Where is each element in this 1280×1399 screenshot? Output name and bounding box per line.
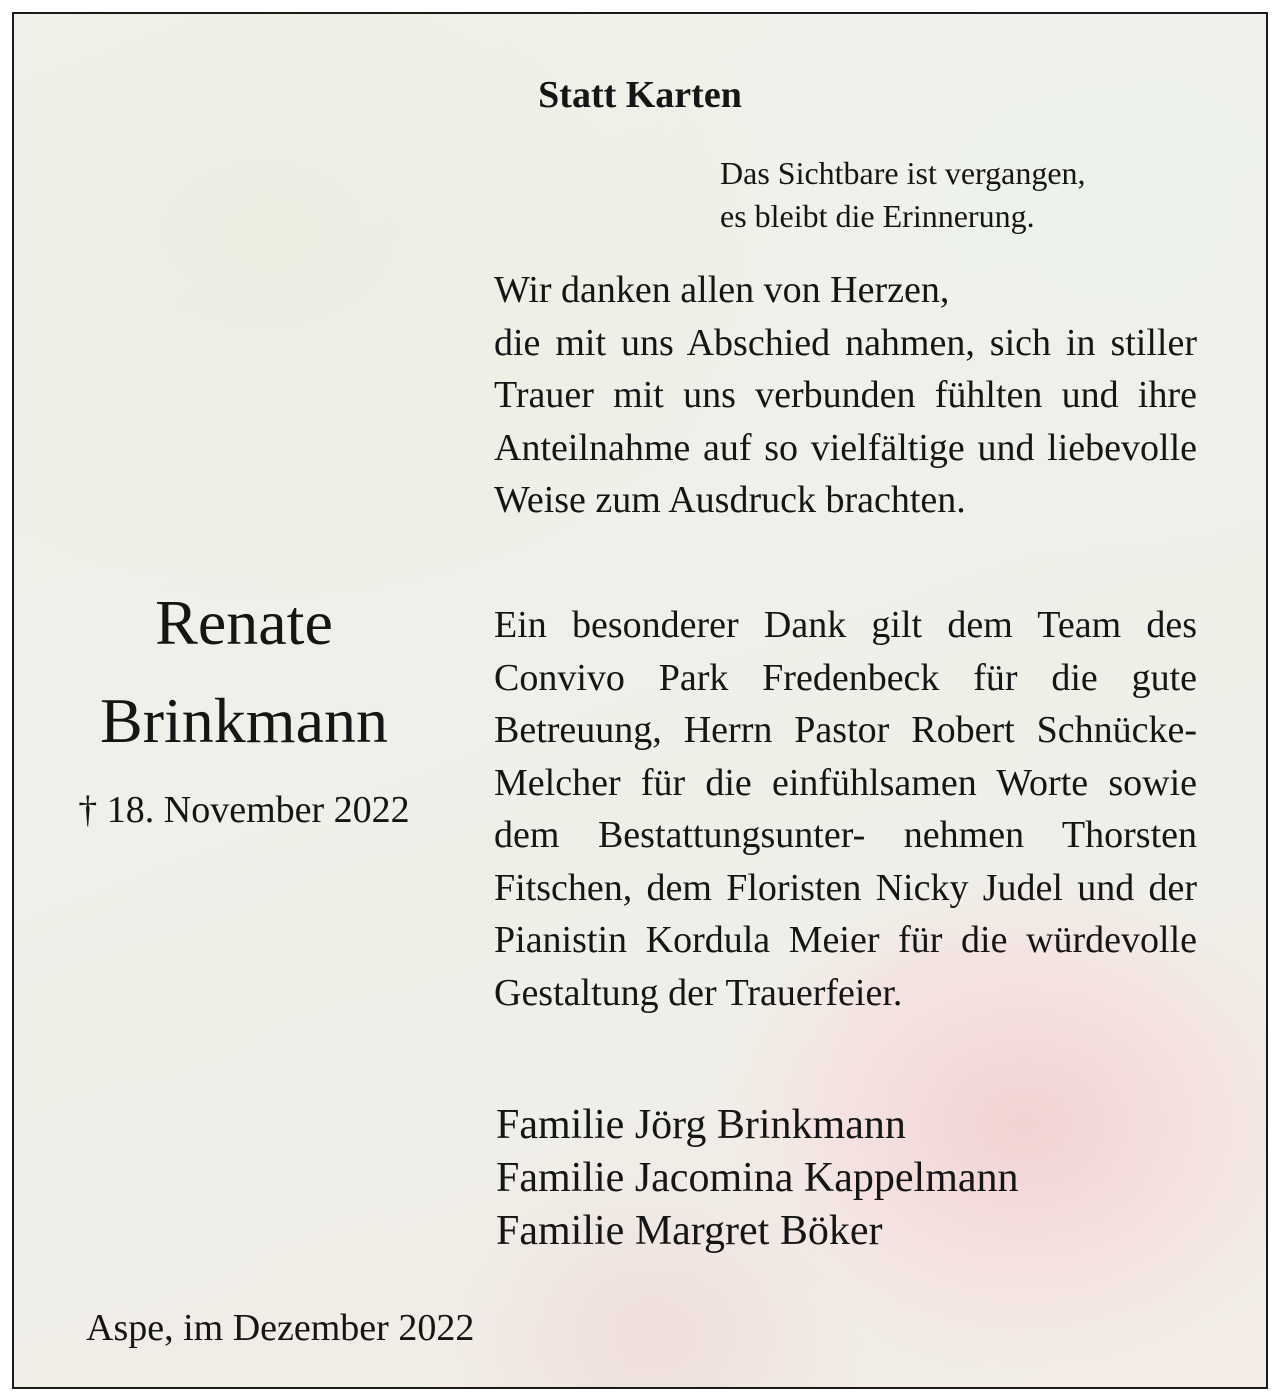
thanks-body: die mit uns Abschied nahmen, sich in stiller Trauer mit uns verbunden fühlten und ihre Anteilnahme auf so vielfältige und liebevolle Weise zum Ausdruck brachten. xyxy=(494,321,1197,521)
special-thanks-paragraph: Ein besonderer Dank gilt dem Team des Convivo Park Fredenbeck für die gute Betreuung, Herrn Pastor Robert Schnücke-Melcher für die einfühlsamen Worte sowie dem Bestattungsunter- nehmen Thorsten Fitschen, dem Floristen Nicky Judel und der Pianistin Kordula Meier für die würdevolle Gestaltung der Trauerfeier. xyxy=(494,604,1197,1014)
thanks-paragraph xyxy=(494,264,1197,527)
family-item: Familie Jörg Brinkmann xyxy=(496,1102,906,1148)
obituary-card xyxy=(12,12,1268,1389)
deceased-first-name: Renate xyxy=(155,587,333,658)
motto-line-1: Das Sichtbare ist vergangen, xyxy=(720,155,1086,191)
thanks-first-line: Wir danken allen von Herzen, xyxy=(494,269,950,311)
death-date: † 18. November 2022 xyxy=(78,789,410,831)
deceased-block xyxy=(24,574,464,834)
place-date: Aspe, im Dezember 2022 xyxy=(86,1307,475,1349)
heading xyxy=(14,74,1266,116)
family-item: Familie Margret Böker xyxy=(496,1208,883,1254)
motto-line-2: es bleibt die Erinnerung. xyxy=(720,198,1035,234)
heading-text: Statt Karten xyxy=(538,74,742,116)
family-item: Familie Jacomina Kappelmann xyxy=(496,1155,1019,1201)
motto xyxy=(720,152,1240,238)
families-list xyxy=(496,1099,1216,1258)
deceased-last-name: Brinkmann xyxy=(100,685,388,756)
